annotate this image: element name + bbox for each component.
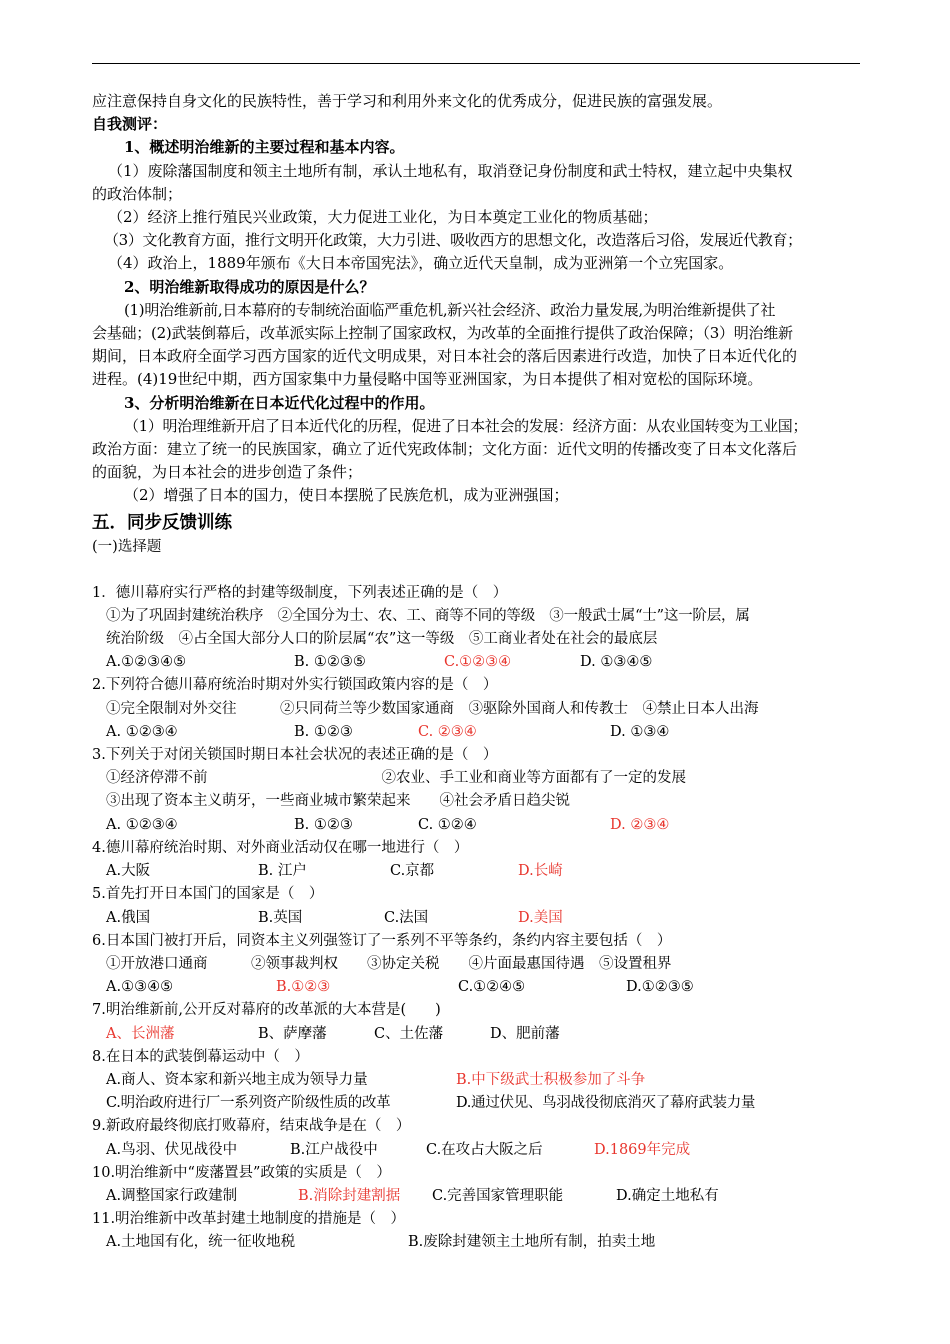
option-d: D、肥前藩 [490,1025,560,1042]
eval-q3-l1: （1）明治理维新开启了日本近代化的历程，促进了日本社会的发展：经济方面：从农业国转变为工业国； [124,416,808,435]
section5-subheading: (一)选择题 [92,538,162,555]
question-7-stem: 7.明治维新前,公开反对幕府的改革派的大本营是( ) [92,1002,441,1019]
eval-q3-l4: （2）增强了日本的国力，使日本摆脱了民族危机，成为亚洲强国； [124,486,569,505]
question-1-line: 统治阶级 ④占全国大部分人口的阶层属“农”这一等级 ⑤工商业者处在社会的最底层 [106,631,658,648]
option-a: A. ①②③④ [106,816,178,833]
header-rule [92,63,860,64]
option-a: A.商人、资本家和新兴地主成为领导力量 [106,1071,368,1088]
option-b: B.英国 [258,909,303,926]
question-2-options [92,721,864,744]
option-c: C.①②④⑤ [458,979,526,996]
question-2-stem: 2.下列符合德川幕府统治时期对外实行锁国政策内容的是（ ） [92,677,498,694]
option-c: C.完善国家管理职能 [432,1187,564,1204]
option-d: D. ①③④⑤ [580,654,653,671]
question-4-options [92,860,864,883]
question-3-stem: 3.下列关于对闭关锁国时期日本社会状况的表述正确的是（ ） [92,747,498,764]
option-c: C.京都 [390,863,435,880]
intro-line: 应注意保持自身文化的民族特性，善于学习和利用外来文化的优秀成分，促进民族的富强发展。 [92,92,723,110]
eval-q2-l1: (1)明治维新前,日本幕府的专制统治面临严重危机,新兴社会经济、政治力量发展,为明治维新提供了社 [124,300,776,319]
option-b: B、萨摩藩 [258,1025,327,1042]
eval-q3-title: 3、分析明治维新在日本近代化过程中的作用。 [124,393,435,412]
eval-q1-p1b: 的政治体制； [92,184,183,203]
option-d: D.①②③⑤ [626,979,694,996]
option-b: B.江户战役中 [290,1141,378,1158]
document-page [92,90,864,1255]
eval-q1-p2: （2）经济上推行殖民兴业政策，大力促进工业化，为日本奠定工业化的物质基础； [108,208,658,227]
question-3-line: ①经济停滞不前 ②农业、手工业和商业等方面都有了一定的发展 [106,770,686,787]
question-8-stem: 8.在日本的武装倒幕运动中（ ） [92,1048,309,1065]
eval-q2-l2: 会基础；(2)武装倒幕后，改革派实际上控制了国家政权，为改革的全面推行提供了政治保障；（3）明治维新 [92,324,793,343]
question-1-stem: 1．德川幕府实行严格的封建等级制度，下列表述正确的是（ ） [92,584,508,601]
question-8-options-row1 [92,1069,864,1092]
option-a: A.土地国有化，统一征收地税 [106,1234,296,1251]
question-10-stem: 10.明治维新中“废藩置县”政策的实质是（ ） [92,1164,391,1181]
option-c: C.①②③④ [444,654,512,671]
option-a: A.①③④⑤ [106,979,174,996]
question-7-options [92,1023,864,1046]
option-c: C.在攻占大阪之后 [426,1141,543,1158]
option-a: A.大阪 [106,863,151,880]
section5-heading: 五．同步反馈训练 [92,512,232,533]
option-c: C.法国 [384,909,429,926]
option-d: D.通过伏见、鸟羽战役彻底消灭了幕府武装力量 [456,1095,756,1112]
option-b: B.①②③ [276,979,331,996]
option-a: A.俄国 [106,909,151,926]
option-a: A.①②③④⑤ [106,654,187,671]
question-1-options [92,651,864,674]
question-9-options [92,1139,864,1162]
option-b: B.中下级武士积极参加了斗争 [456,1071,646,1088]
question-8-options-row2 [92,1092,864,1115]
question-6-stem: 6.日本国门被打开后，同资本主义列强签订了一系列不平等条约，条约内容主要包括（ ） [92,932,672,949]
question-6-line: ①开放港口通商 ②领事裁判权 ③协定关税 ④片面最惠国待遇 ⑤设置租界 [106,955,672,972]
eval-q3-l3: 的面貌，为日本社会的进步创造了条件； [92,463,363,482]
question-1-line: ①为了巩固封建统治秩序 ②全国分为士、农、工、商等不同的等级 ③一般武士属“士”这一阶层，属 [106,607,750,624]
option-c: C、土佐藩 [374,1025,444,1042]
option-c: C.明治政府进行厂一系列资产阶级性质的改革 [106,1095,391,1112]
eval-q1-p3: （3）文化教育方面，推行文明开化政策，大力引进、吸收西方的思想文化，改造落后习俗，发展近代教育； [104,231,802,250]
eval-q2-l3: 期间，日本政府全面学习西方国家的近代文明成果，对日本社会的落后因素进行改造，加快了日本近代化的 [92,347,798,366]
self-eval-heading: 自我测评： [92,115,168,134]
question-3-line: ③出现了资本主义萌牙，一些商业城市繁荣起来 ④社会矛盾日趋尖锐 [106,793,570,810]
eval-q2-l4: 进程。(4)19世纪中期，西方国家集中力量侵略中国等亚洲国家，为日本提供了相对宽松的国际环境。 [92,370,763,389]
eval-q1-p1a: （1）废除藩国制度和领主土地所有制，承认土地私有，取消登记身份制度和武士特权，建立起中央集权 [108,161,793,180]
option-b: B. ①②③ [294,816,353,833]
question-3-options [92,814,864,837]
eval-q1-p4: （4）政治上，1889年颁布《大日本帝国宪法》，确立近代天皇制，成为亚洲第一个立宪国家。 [108,254,734,273]
option-b: B. ①②③ [294,723,353,740]
option-b: B. ①②③⑤ [294,654,366,671]
question-5-options [92,907,864,930]
option-d: D. ①③④ [610,723,670,740]
question-2-line: ①完全限制对外交往 ②只同荷兰等少数国家通商 ③驱除外国商人和传教士 ④禁止日本人出海 [106,700,759,717]
option-c: C. ①②④ [418,816,477,833]
option-b: B.消除封建割据 [298,1187,401,1204]
option-a: A、长洲藩 [106,1025,175,1042]
option-d: D.1869年完成 [594,1141,691,1158]
eval-q1-title: 1、概述明治维新的主要过程和基本内容。 [124,138,405,157]
option-a: A.鸟羽、伏见战役中 [106,1141,238,1158]
eval-q3-l2: 政治方面：建立了统一的民族国家，确立了近代宪政体制；文化方面：近代文明的传播改变了日本文化落后 [92,440,798,459]
question-5-stem: 5.首先打开日本国门的国家是（ ） [92,886,324,903]
option-d: D.长崎 [518,863,563,880]
option-d: D. ②③④ [610,816,670,833]
option-d: D.确定土地私有 [616,1187,719,1204]
question-11-stem: 11.明治维新中改革封建土地制度的措施是（ ） [92,1211,406,1228]
option-b: B.废除封建领主土地所有制，拍卖土地 [408,1234,656,1251]
option-c: C. ②③④ [418,723,477,740]
question-4-stem: 4.德川幕府统治时期、对外商业活动仅在哪一地进行（ ） [92,839,469,856]
eval-q2-title: 2、明治维新取得成功的原因是什么？ [124,277,375,296]
option-b: B. 江户 [258,863,307,880]
option-a: A. ①②③④ [106,723,178,740]
question-10-options [92,1185,864,1208]
question-6-options [92,976,864,999]
option-d: D.美国 [518,909,563,926]
question-9-stem: 9.新政府最终彻底打败幕府，结束战争是在（ ） [92,1118,411,1135]
question-11-options [92,1231,864,1254]
option-a: A.调整国家行政建制 [106,1187,238,1204]
